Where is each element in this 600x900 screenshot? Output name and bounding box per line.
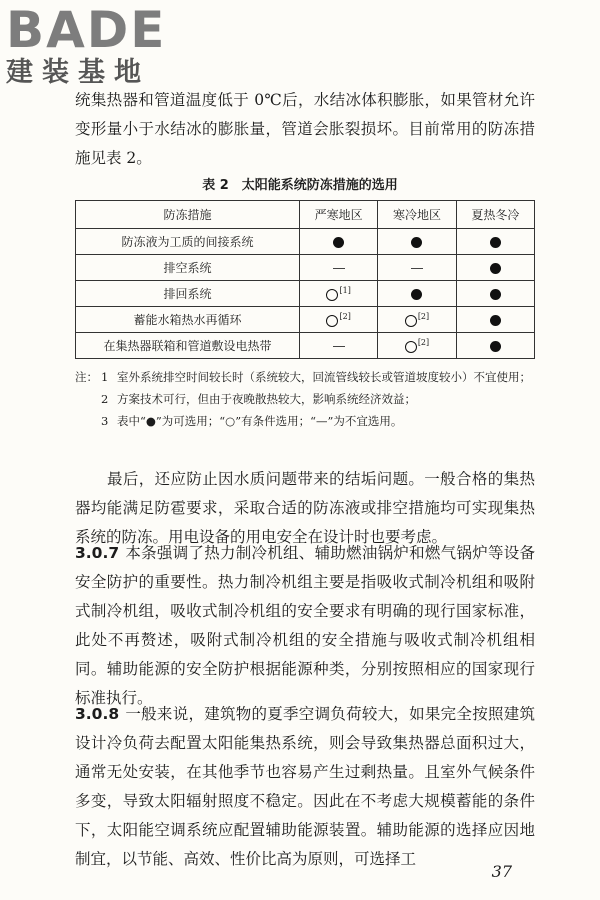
clause-text: 一般来说，建筑物的夏季空调负荷较大，如果完全按照建筑设计冷负荷去配置太阳能集热系统，则会导致集热器总面积过大，通常无处安装，在其他季节也容易产生过剩热量。且室外气候条件多变，导致太阳辐射照度不稳定。因此在不考虑大规模蓄能的条件下，太阳能空调系统应配置辅助能源装置。辅助能源的选择应因地制宜，以节能、高效、性价比高为原则，可选择工 xyxy=(75,705,535,868)
clause-3-0-8 xyxy=(75,700,535,874)
table-cell xyxy=(300,281,378,307)
logo-sub-text: 建装基地 xyxy=(6,57,150,88)
note-prefix: 注： xyxy=(75,370,98,384)
table-row xyxy=(76,281,535,307)
header-measure: 防冻措施 xyxy=(76,201,300,229)
table-cell xyxy=(378,333,456,359)
cell-footnote: [1] xyxy=(339,286,351,295)
table-cell xyxy=(300,229,378,255)
table-cell xyxy=(378,281,456,307)
closing-paragraph: 最后，还应防止因水质问题带来的结垢问题。一般合格的集热器均能满足防雹要求，采取合适的防冻液或排空措施均可实现集热系统的防冻。用电设备的用电安全在设计时也要考虑。 xyxy=(75,470,535,546)
open-circle-icon xyxy=(405,341,417,353)
filled-circle-icon xyxy=(411,237,422,248)
filled-circle-icon xyxy=(490,237,501,248)
antifreeze-table xyxy=(75,200,535,359)
open-circle-icon xyxy=(405,315,417,327)
table-row xyxy=(76,333,535,359)
dash-icon xyxy=(411,268,423,269)
dash-icon xyxy=(333,268,345,269)
table-row xyxy=(76,255,535,281)
table-cell xyxy=(300,307,378,333)
intro-paragraph: 统集热器和管道温度低于 0℃后，水结冰体积膨胀，如果管材允许变形量小于水结冰的膨胀量，管道会胀裂损坏。目前常用的防冻措施见表 2。 xyxy=(75,91,535,167)
row-label: 在集热器联箱和管道敷设电热带 xyxy=(76,333,300,359)
header-cold: 寒冷地区 xyxy=(378,201,456,229)
note-text: 室外系统排空时间较长时（系统较大，回流管线较长或管道坡度较小）不宜使用； xyxy=(117,370,531,384)
note-number: 2 xyxy=(101,392,109,406)
note-item xyxy=(75,388,535,410)
table-cell xyxy=(456,255,534,281)
dash-icon xyxy=(333,346,345,347)
table-cell xyxy=(456,229,534,255)
row-label: 排回系统 xyxy=(76,281,300,307)
table-cell xyxy=(456,333,534,359)
open-circle-icon xyxy=(326,289,338,301)
logo-main-text: BADE xyxy=(6,1,167,59)
note-text: 表中“●”为可选用；“○”有条件选用；“—”为不宜选用。 xyxy=(117,414,403,428)
cell-footnote: [2] xyxy=(417,312,430,321)
clause-number: 3.0.7 xyxy=(75,544,120,562)
cell-footnote: [2] xyxy=(339,312,351,321)
table-title: 表 2 太阳能系统防冻措施的选用 xyxy=(202,178,398,193)
filled-circle-icon xyxy=(490,341,501,352)
row-label: 防冻液为工质的间接系统 xyxy=(76,229,300,255)
page-number: 37 xyxy=(491,862,512,881)
clause-3-0-7 xyxy=(75,539,535,713)
table-cell xyxy=(378,307,456,333)
row-label: 排空系统 xyxy=(76,255,300,281)
clause-text: 本条强调了热力制冷机组、辅助燃油锅炉和燃气锅炉等设备安全防护的重要性。热力制冷机组主要是指吸收式制冷机组和吸附式制冷机组，吸收式制冷机组的安全要求有明确的现行国家标准，此处不再赘述，吸附式制冷机组的安全措施与吸收式制冷机组相同。辅助能源的安全防护根据能源种类，分别按照相应的国家现行标准执行。 xyxy=(75,544,535,707)
header-hot-summer-cold-winter: 夏热冬冷 xyxy=(456,201,534,229)
row-label: 蓄能水箱热水再循环 xyxy=(76,307,300,333)
filled-circle-icon xyxy=(490,289,501,300)
table-cell xyxy=(456,307,534,333)
note-item xyxy=(75,410,535,432)
table-row xyxy=(76,229,535,255)
cell-footnote: [2] xyxy=(417,338,430,347)
table-cell xyxy=(378,255,456,281)
note-number: 3 xyxy=(101,414,109,428)
header-severe-cold: 严寒地区 xyxy=(300,201,378,229)
open-circle-icon xyxy=(326,315,338,327)
table-cell xyxy=(300,333,378,359)
note-item xyxy=(75,366,535,388)
filled-circle-icon xyxy=(490,315,501,326)
table-cell xyxy=(300,255,378,281)
filled-circle-icon xyxy=(333,237,344,248)
brand-logo xyxy=(6,1,167,88)
table-row xyxy=(76,307,535,333)
note-number: 1 xyxy=(101,370,109,384)
note-text: 方案技术可行，但由于夜晚散热较大，影响系统经济效益； xyxy=(117,392,416,406)
table-cell xyxy=(456,281,534,307)
table-cell xyxy=(378,229,456,255)
filled-circle-icon xyxy=(490,263,501,274)
filled-circle-icon xyxy=(411,289,422,300)
clause-number: 3.0.8 xyxy=(75,705,120,723)
table-header-row xyxy=(76,201,535,229)
table-notes xyxy=(75,366,535,432)
